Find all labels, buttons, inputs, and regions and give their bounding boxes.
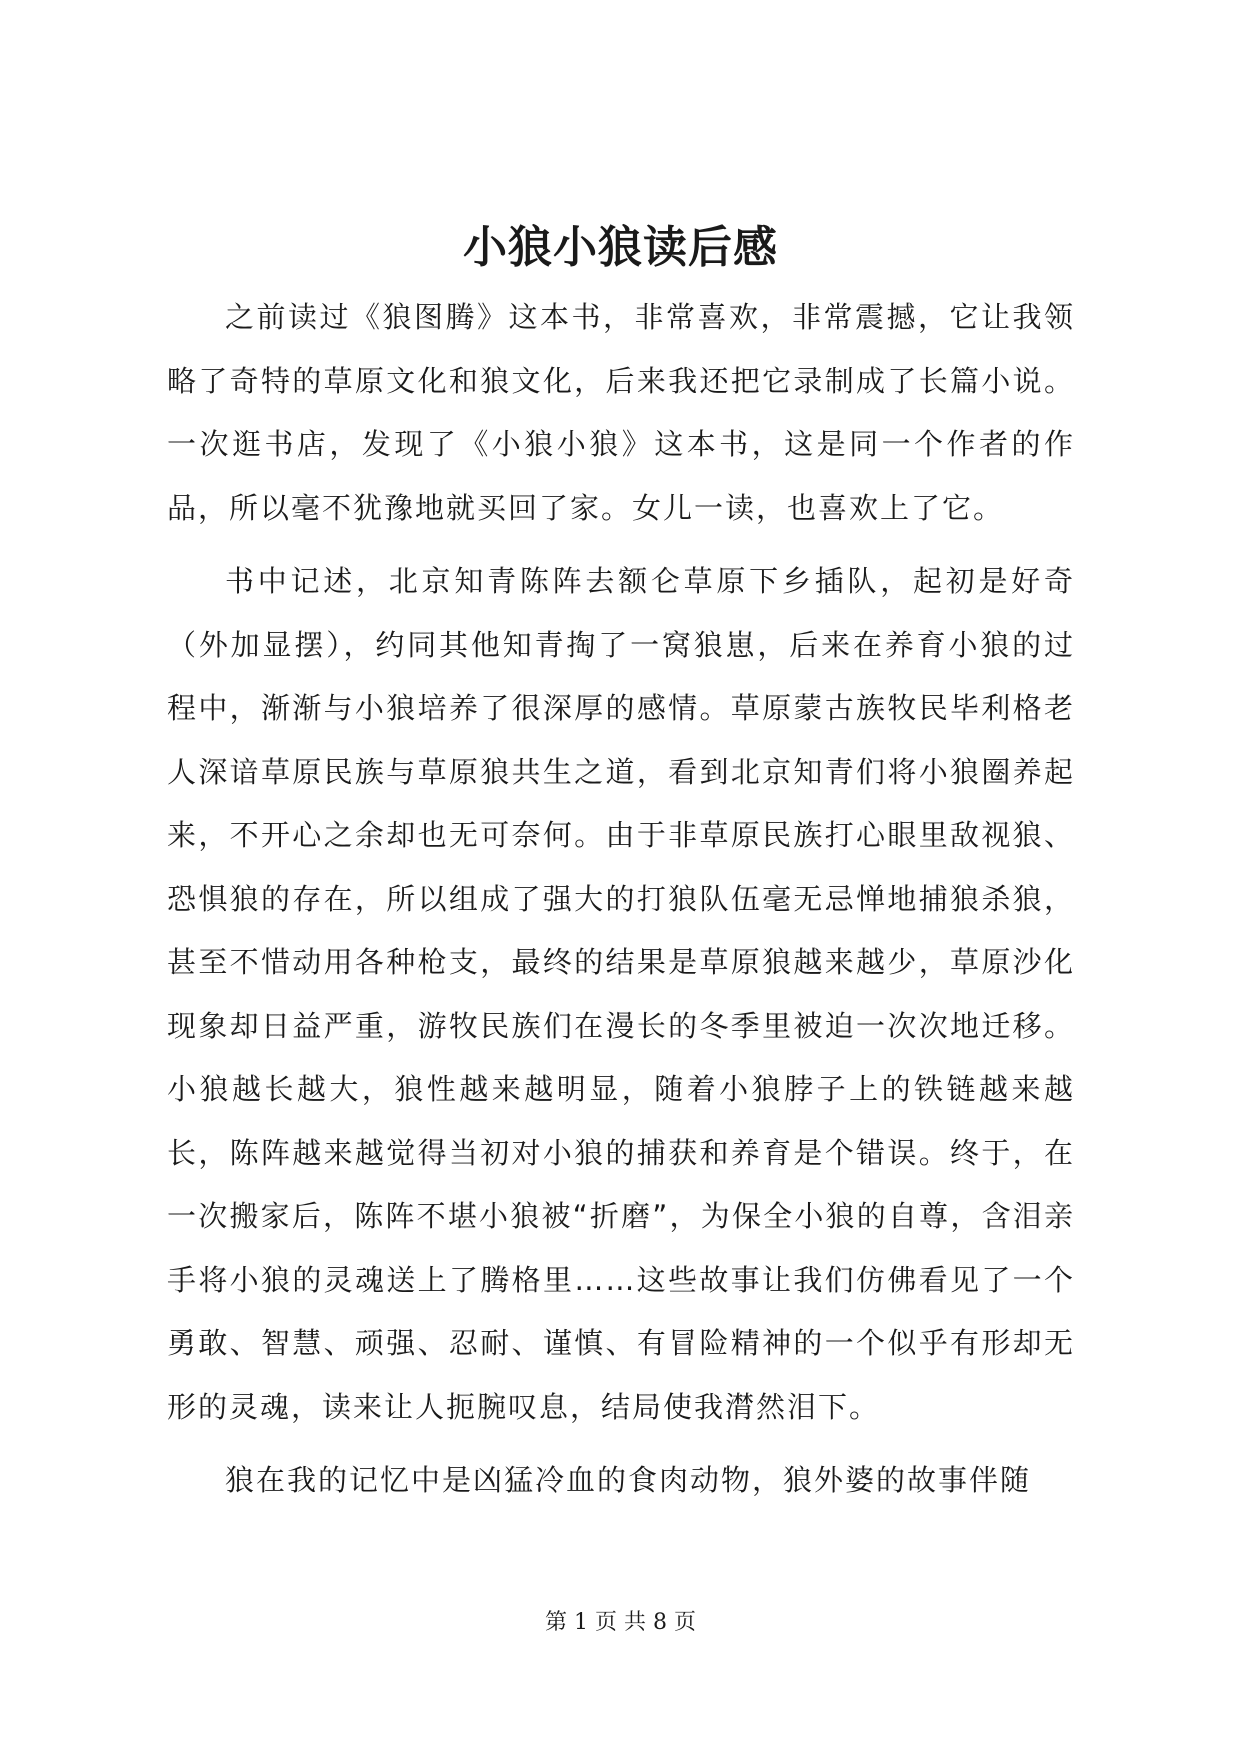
document-body: [167, 286, 1075, 1513]
page-number-footer: 第 1 页 共 8 页: [545, 1610, 696, 1635]
paragraph: 书中记述，北京知青陈阵去额仑草原下乡插队，起初是好奇（外加显摆），约同其他知青掏了一窝狼崽，后来在养育小狼的过程中，渐渐与小狼培养了很深厚的感情。草原蒙古族牧民毕利格老人深谙草原民族与草原狼共生之道，看到北京知青们将小狼圈养起来，不开心之余却也无可奈何。由于非草原民族打心眼里敌视狼、恐惧狼的存在，所以组成了强大的打狼队伍毫无忌惮地捕狼杀狼，甚至不惜动用各种枪支，最终的结果是草原狼越来越少，草原沙化现象却日益严重，游牧民族们在漫长的冬季里被迫一次次地迁移。小狼越长越大，狼性越来越明显，随着小狼脖子上的铁链越来越长，陈阵越来越觉得当初对小狼的捕获和养育是个错误。终于，在一次搬家后，陈阵不堪小狼被“折磨”，为保全小狼的自尊，含泪亲手将小狼的灵魂送上了腾格里……这些故事让我们仿佛看见了一个勇敢、智慧、顽强、忍耐、谨慎、有冒险精神的一个似乎有形却无形的灵魂，读来让人扼腕叹息，结局使我潸然泪下。: [167, 564, 1075, 1424]
paragraph: 狼在我的记忆中是凶猛冷血的食肉动物，狼外婆的故事伴随: [225, 1463, 1032, 1497]
paragraph: 之前读过《狼图腾》这本书，非常喜欢，非常震撼，它让我领略了奇特的草原文化和狼文化，后来我还把它录制成了长篇小说。一次逛书店，发现了《小狼小狼》这本书，这是同一个作者的作品，所以毫不犹豫地就买回了家。女儿一读，也喜欢上了它。: [167, 300, 1075, 525]
document-title: 小狼小狼读后感: [463, 222, 778, 273]
